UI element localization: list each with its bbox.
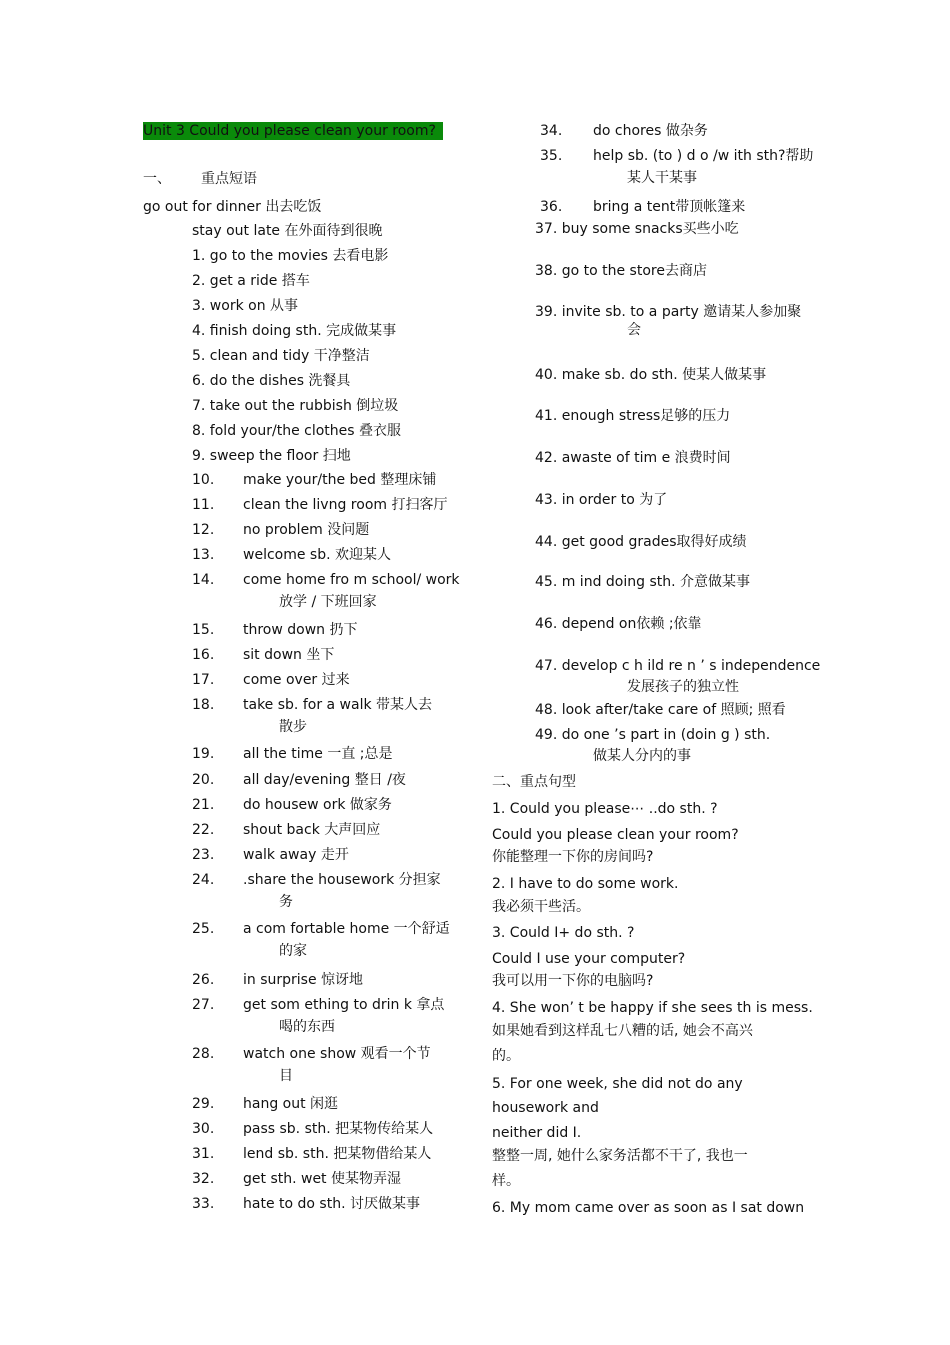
phrase-item: 5. clean and tidy 干净整洁 <box>192 348 370 364</box>
phrase-item: 44. get good grades取得好成绩 <box>535 534 747 550</box>
phrase-continuation: 目 <box>279 1068 293 1084</box>
sentence-line: 如果她看到这样乱七八糟的话, 她会不高兴 <box>492 1023 753 1039</box>
sentence-line: 的。 <box>492 1048 520 1064</box>
phrase-item: 49. do one ’s part in (doin g ) sth. <box>535 727 771 743</box>
phrase-item: 1. go to the movies 去看电影 <box>192 248 389 264</box>
phrase-item: 40. make sb. do sth. 使某人做某事 <box>535 367 767 383</box>
phrase-item: 47. develop c h ild re n ’ s independence <box>535 658 821 674</box>
phrase-item: 39. invite sb. to a party 邀请某人参加聚 <box>535 304 802 320</box>
phrase-item: 8. fold your/the clothes 叠衣服 <box>192 423 402 439</box>
phrase-item: watch one show 观看一个节 <box>243 1046 431 1062</box>
phrase-number: 13. <box>192 547 215 563</box>
phrase-number: 35. <box>540 148 563 164</box>
phrase-number: 28. <box>192 1046 215 1062</box>
phrase-continuation: 务 <box>279 894 293 910</box>
phrase-number: 24. <box>192 872 215 888</box>
phrase-continuation: 散步 <box>279 719 307 735</box>
unit-title: Unit 3 Could you please clean your room? <box>143 122 443 140</box>
phrase-item: 38. go to the store去商店 <box>535 263 707 279</box>
sentence-line: 4. She won’ t be happy if she sees th is mess. <box>492 1000 813 1016</box>
phrase-item: get som ething to drin k 拿点 <box>243 997 445 1013</box>
phrase-item: 2. get a ride 搭车 <box>192 273 310 289</box>
phrase-number: 10. <box>192 472 215 488</box>
phrase-item: 48. look after/take care of 照顾; 照看 <box>535 702 786 718</box>
phrase-number: 25. <box>192 921 215 937</box>
phrase-item: lend sb. sth. 把某物借给某人 <box>243 1146 432 1162</box>
phrase-number: 32. <box>192 1171 215 1187</box>
phrase-number: 18. <box>192 697 215 713</box>
phrase-item: 43. in order to 为了 <box>535 492 668 508</box>
phrase-item: in surprise 惊讶地 <box>243 972 364 988</box>
phrase-item: make your/the bed 整理床铺 <box>243 472 437 488</box>
phrase-item: a com fortable home 一个舒适 <box>243 921 450 937</box>
phrase-item: shout back 大声回应 <box>243 822 381 838</box>
phrase-item: throw down 扔下 <box>243 622 358 638</box>
phrase-item: 42. awaste of tim e 浪费时间 <box>535 450 731 466</box>
phrase-continuation: 发展孩子的独立性 <box>627 679 739 695</box>
sentence-line: housework and <box>492 1100 599 1116</box>
phrase-continuation: 会 <box>627 322 641 338</box>
phrase-number: 17. <box>192 672 215 688</box>
phrase-item: 4. finish doing sth. 完成做某事 <box>192 323 397 339</box>
phrase-item: get sth. wet 使某物弄湿 <box>243 1171 401 1187</box>
sentence-line: Could you please clean your room? <box>492 827 739 843</box>
sentence-line: 你能整理一下你的房间吗? <box>492 849 654 865</box>
phrase-number: 29. <box>192 1096 215 1112</box>
phrase-number: 23. <box>192 847 215 863</box>
phrase-item: .share the housework 分担家 <box>243 872 441 888</box>
phrase-item: 3. work on 从事 <box>192 298 299 314</box>
phrase-item: no problem 没问题 <box>243 522 370 538</box>
phrase-item: come over 过来 <box>243 672 350 688</box>
phrase-continuation: 放学 / 下班回家 <box>279 594 377 610</box>
sentence-line: 我必须干些活。 <box>492 899 590 915</box>
phrase-item: 41. enough stress足够的压力 <box>535 408 731 424</box>
phrase-number: 15. <box>192 622 215 638</box>
phrase-item: 6. do the dishes 洗餐具 <box>192 373 351 389</box>
phrase-continuation: 喝的东西 <box>279 1019 335 1035</box>
phrase-item: take sb. for a walk 带某人去 <box>243 697 433 713</box>
sentence-line: 样。 <box>492 1173 520 1189</box>
sentence-line: 5. For one week, she did not do any <box>492 1076 743 1092</box>
phrase-continuation: 的家 <box>279 943 307 959</box>
sentence-line: 2. I have to do some work. <box>492 876 679 892</box>
phrase-item: go out for dinner 出去吃饭 <box>143 199 322 215</box>
phrase-item: help sb. (to ) d o /w ith sth?帮助 <box>593 148 814 164</box>
phrase-item: welcome sb. 欢迎某人 <box>243 547 391 563</box>
phrase-item: hate to do sth. 讨厌做某事 <box>243 1196 420 1212</box>
sentence-line: 1. Could you please⋯ ..do sth. ? <box>492 801 718 817</box>
phrase-number: 33. <box>192 1196 215 1212</box>
phrase-continuation: 做某人分内的事 <box>593 748 691 764</box>
phrase-number: 12. <box>192 522 215 538</box>
phrase-item: 37. buy some snacks买些小吃 <box>535 221 739 237</box>
phrase-item: stay out late 在外面待到很晚 <box>192 223 383 239</box>
phrase-item: 45. m ind doing sth. 介意做某事 <box>535 574 751 590</box>
phrase-number: 19. <box>192 746 215 762</box>
sentence-line: 我可以用一下你的电脑吗? <box>492 973 654 989</box>
phrase-number: 21. <box>192 797 215 813</box>
phrase-number: 26. <box>192 972 215 988</box>
phrase-item: come home fro m school/ work <box>243 572 460 588</box>
phrase-item: hang out 闲逛 <box>243 1096 339 1112</box>
phrase-item: walk away 走开 <box>243 847 349 863</box>
phrase-number: 20. <box>192 772 215 788</box>
phrase-number: 22. <box>192 822 215 838</box>
section1-marker: 一、 <box>143 171 171 187</box>
phrase-number: 14. <box>192 572 215 588</box>
phrase-item: all the time 一直 ;总是 <box>243 746 393 762</box>
phrase-number: 27. <box>192 997 215 1013</box>
sentence-line: 3. Could I+ do sth. ? <box>492 925 635 941</box>
phrase-item: do chores 做杂务 <box>593 123 708 139</box>
phrase-item: pass sb. sth. 把某物传给某人 <box>243 1121 434 1137</box>
phrase-item: 46. depend on依赖 ;依靠 <box>535 616 702 632</box>
phrase-number: 31. <box>192 1146 215 1162</box>
phrase-item: 7. take out the rubbish 倒垃圾 <box>192 398 399 414</box>
sentence-line: 6. My mom came over as soon as I sat down <box>492 1200 805 1216</box>
sentence-line: neither did I. <box>492 1125 582 1141</box>
sentence-line: Could I use your computer? <box>492 951 686 967</box>
phrase-item: all day/evening 整日 /夜 <box>243 772 406 788</box>
phrase-item: bring a tent带顶帐篷来 <box>593 199 746 215</box>
phrase-number: 34. <box>540 123 563 139</box>
phrase-number: 30. <box>192 1121 215 1137</box>
phrase-item: sit down 坐下 <box>243 647 335 663</box>
section2-heading: 二、重点句型 <box>492 774 576 790</box>
sentence-line: 整整一周, 她什么家务活都不干了, 我也一 <box>492 1148 748 1164</box>
phrase-item: clean the livng room 打扫客厅 <box>243 497 448 513</box>
phrase-item: 9. sweep the floor 扫地 <box>192 448 351 464</box>
phrase-number: 11. <box>192 497 215 513</box>
phrase-item: do housew ork 做家务 <box>243 797 392 813</box>
section1-heading: 重点短语 <box>201 171 257 187</box>
phrase-number: 16. <box>192 647 215 663</box>
phrase-continuation: 某人干某事 <box>627 170 697 186</box>
phrase-number: 36. <box>540 199 563 215</box>
